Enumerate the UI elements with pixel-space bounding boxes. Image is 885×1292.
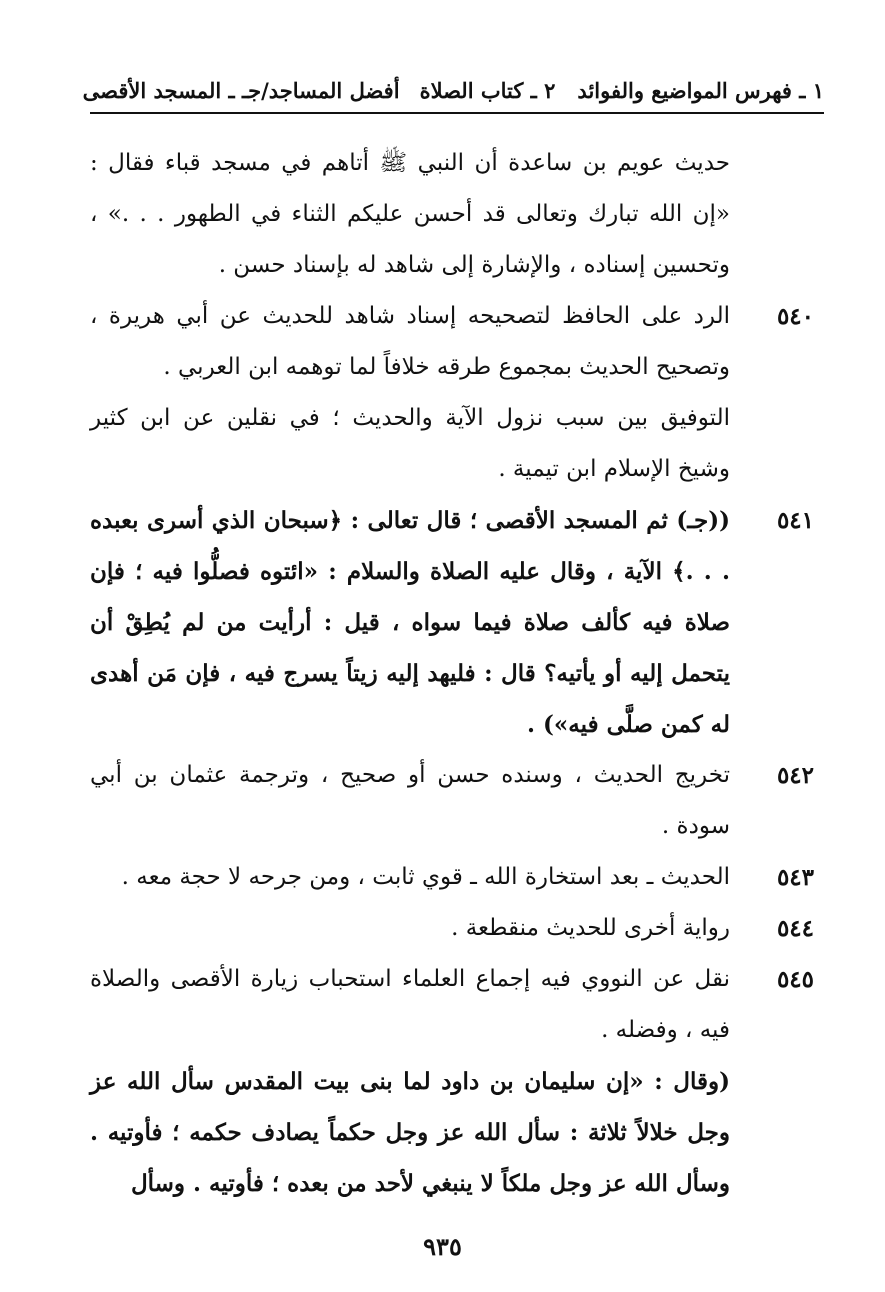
entry-text: ((جـ) ثم المسجد الأقصى ؛ قال تعالى : ﴿سبحان الذي أسرى بعبده . . .﴾ الآية ، وقال عليه الصلاة والسلام : «ائتوه فصلُّوا فيه ؛ فإن صلاة فيه كألف صلاة فيما سواه ، قيل : أرأيت من لم يُطِقْ أن يتحمل إليه أو يأتيه؟ قال : فليهد إليه زيتاً يسرج فيه ، فإن مَن أهدى له كمن صلَّى فيه») . bbox=[90, 507, 730, 738]
index-entry-543 bbox=[90, 852, 824, 903]
entry-number: ٥٤١ bbox=[776, 507, 814, 534]
header-section-title: ١ ـ فهرس المواضيع والفوائد bbox=[577, 77, 824, 103]
entry-text: تخريج الحديث ، وسنده حسن أو صحيح ، وترجمة عثمان بن أبي سودة . bbox=[90, 762, 730, 839]
entry-text: رواية أخرى للحديث منقطعة . bbox=[451, 915, 730, 941]
index-entry-540 bbox=[90, 291, 824, 393]
entry-number: ٥٤٥ bbox=[776, 966, 814, 993]
entry-number: ٥٤٠ bbox=[776, 303, 814, 330]
closing-paragraph: (وقال : «إن سليمان بن داود لما بنى بيت المقدس سأل الله عز وجل خلالاً ثلاثة : سأل الله عز وجل حكماً يصادف حكمه ؛ فأوتيه . وسأل الله عز وجل ملكاً لا ينبغي لأحد من بعده ؛ فأوتيه . وسأل bbox=[90, 1068, 730, 1197]
entry-text: التوفيق بين سبب نزول الآية والحديث ؛ في نقلين عن ابن كثير وشيخ الإسلام ابن تيمية . bbox=[90, 405, 730, 482]
header-chapter-title: ٢ ـ كتاب الصلاة bbox=[419, 77, 556, 103]
header-subsection-title: أفضل المساجد/جـ ـ المسجد الأقصى bbox=[82, 77, 400, 103]
page-number: ٩٣٥ bbox=[423, 1232, 462, 1261]
index-entry-544 bbox=[90, 903, 824, 954]
entry-number: ٥٤٤ bbox=[776, 915, 814, 942]
entry-text: الرد على الحافظ لتصحيحه إسناد شاهد للحديث عن أبي هريرة ، وتصحيح الحديث بمجموع طرقه خلافاً لما توهمه ابن العربي . bbox=[90, 303, 730, 380]
running-header bbox=[82, 72, 824, 108]
entry-text: الحديث ـ بعد استخارة الله ـ قوي ثابت ، ومن جرحه لا حجة معه . bbox=[121, 864, 730, 890]
index-entry-continued bbox=[90, 393, 824, 495]
intro-paragraph: حديث عويم بن ساعدة أن النبي ﷺ أتاهم في مسجد قباء فقال : «إن الله تبارك وتعالى قد أحسن عليكم الثناء في الطهور . . .» ، وتحسين إسناده ، والإشارة إلى شاهد له بإسناد حسن . bbox=[90, 150, 730, 278]
index-entry-545 bbox=[90, 954, 824, 1056]
index-entry-541 bbox=[90, 495, 824, 750]
header-divider bbox=[90, 112, 824, 114]
entry-number: ٥٤٣ bbox=[776, 864, 814, 891]
entry-text: نقل عن النووي فيه إجماع العلماء استحباب زيارة الأقصى والصلاة فيه ، وفضله . bbox=[90, 966, 730, 1043]
index-entry-542 bbox=[90, 750, 824, 852]
index-body bbox=[90, 138, 824, 1209]
entry-number: ٥٤٢ bbox=[776, 762, 814, 789]
